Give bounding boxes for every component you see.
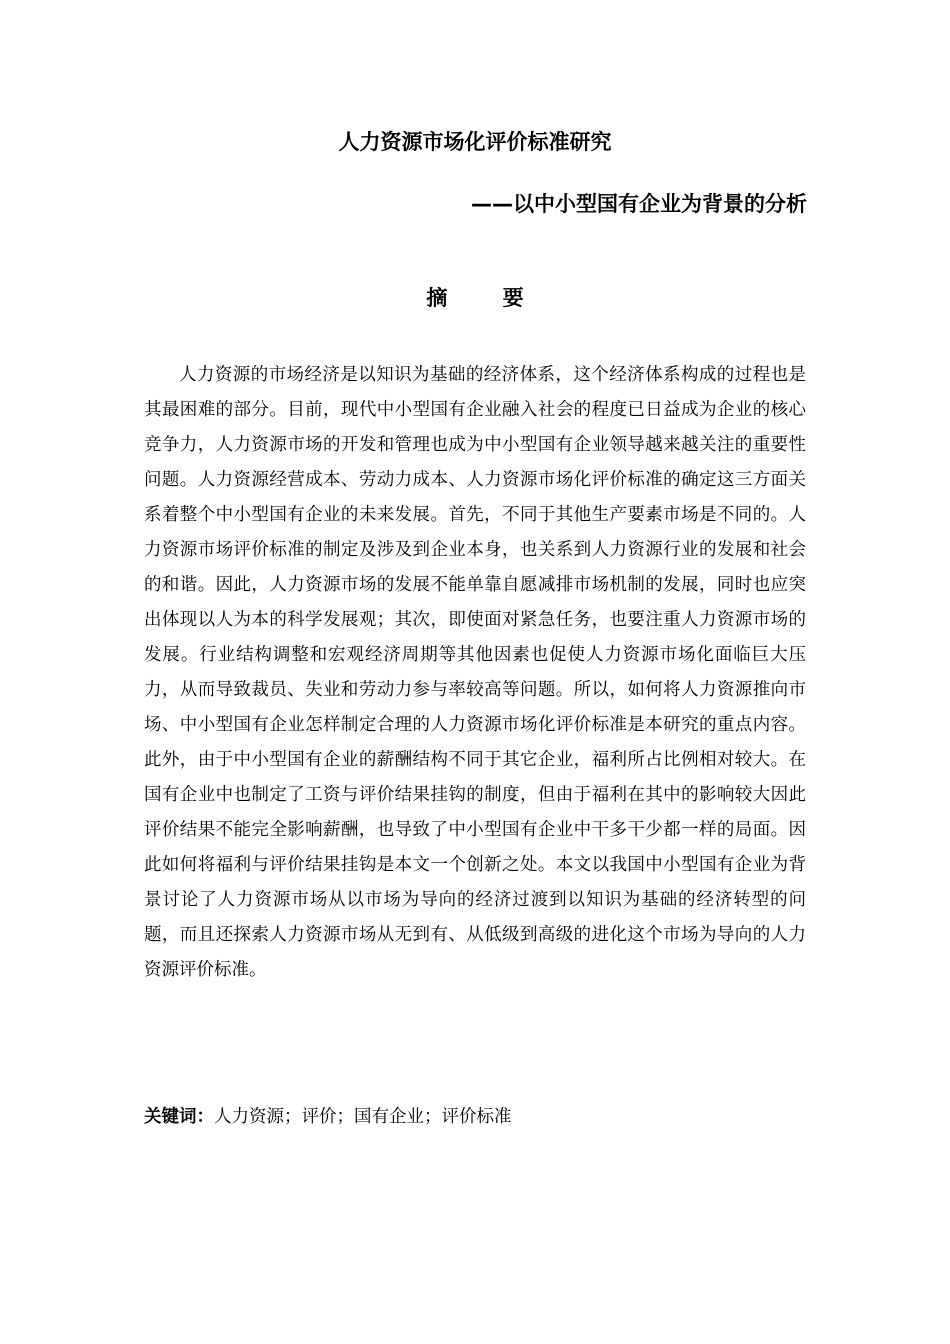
keywords-value: 人力资源；评价；国有企业；评价标准 — [214, 1107, 512, 1127]
abstract-body: 人力资源的市场经济是以知识为基础的经济体系，这个经济体系构成的过程也是其最困难的部分。目前，现代中小型国有企业融入社会的程度已日益成为企业的核心竞争力，人力资源市场的开发和管理也成为中小型国有企业领导越来越关注的重要性问题。人力资源经营成本、劳动力成本、人力资源市场化评价标准的确定这三方面关系着整个中小型国有企业的未来发展。首先，不同于其他生产要素市场是不同的。人力资源市场评价标准的制定及涉及到企业本身，也关系到人力资源行业的发展和社会的和谐。因此，人力资源市场的发展不能单靠自愿减排市场机制的发展，同时也应突出体现以人为本的科学发展观；其次，即使面对紧急任务，也要注重人力资源市场的发展。行业结构调整和宏观经济周期等其他因素也促使人力资源市场化面临巨大压力，从而导致裁员、失业和劳动力参与率较高等问题。所以，如何将人力资源推向市场、中小型国有企业怎样制定合理的人力资源市场化评价标准是本研究的重点内容。此外，由于中小型国有企业的薪酬结构不同于其它企业，福利所占比例相对较大。在国有企业中也制定了工资与评价结果挂钩的制度，但由于福利在其中的影响较大因此评价结果不能完全影响薪酬，也导致了中小型国有企业中干多干少都一样的局面。因此如何将福利与评价结果挂钩是本文一个创新之处。本文以我国中小型国有企业为背景讨论了人力资源市场从以市场为导向的经济过渡到以知识为基础的经济转型的问题，而且还探索人力资源市场从无到有、从低级到高级的进化这个市场为导向的人力资源评价标准。 — [144, 365, 806, 980]
document-subtitle: ——以中小型国有企业为背景的分析 — [471, 192, 807, 216]
document-title: 人力资源市场化评价标准研究 — [338, 130, 612, 154]
abstract-heading: 摘 要 — [426, 286, 548, 310]
keywords-label: 关键词： — [144, 1107, 214, 1127]
keywords-line — [144, 1100, 806, 1135]
